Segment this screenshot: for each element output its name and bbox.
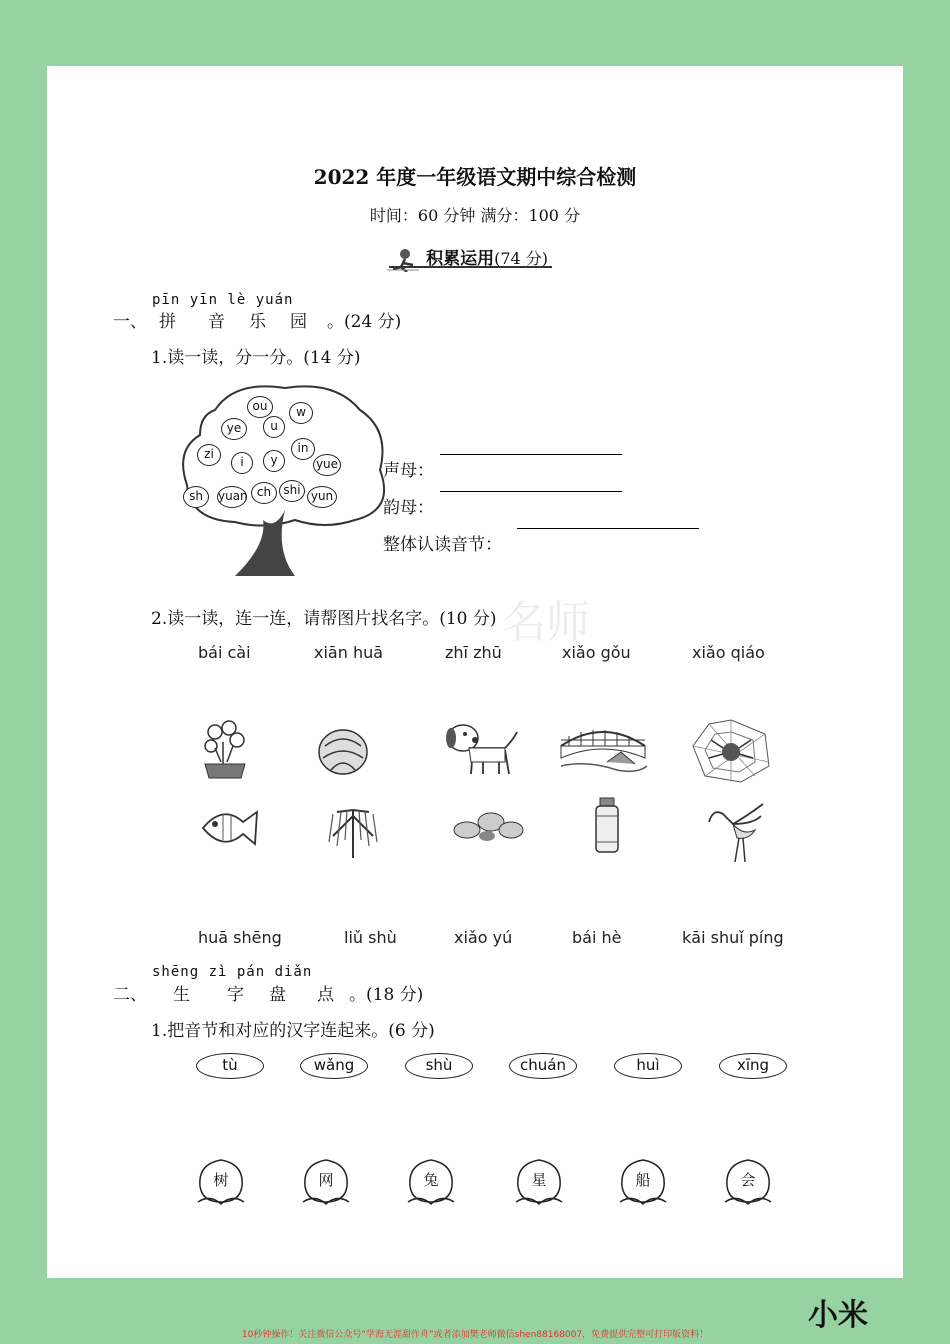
question-1-2-label: 2.读一读，连一连，请帮图片找名字。(10 分) — [151, 609, 497, 629]
part1-char-3: 乐 — [249, 312, 266, 332]
tree-syllable: ye — [221, 418, 247, 440]
part1-char-1: 拼 — [159, 312, 176, 332]
part1-char-2: 音 — [208, 312, 225, 332]
section-banner-score: (74 分) — [494, 249, 549, 268]
finals-label: 韵母： — [383, 498, 434, 518]
brand-logo: 小米 — [808, 1298, 868, 1333]
syllable-oval[interactable]: xīng — [719, 1053, 787, 1079]
bottom-word-4: bái hè — [572, 928, 622, 947]
syllable-tree-illustration — [175, 380, 395, 580]
syllable-oval[interactable]: huì — [614, 1053, 682, 1079]
peach-character-label: 星 — [531, 1171, 547, 1189]
peach-character-label: 会 — [740, 1171, 756, 1189]
tree-syllable: y — [263, 450, 285, 472]
part2-pinyin: shēng zì pán diǎn — [152, 964, 313, 980]
exam-paper — [47, 66, 903, 1278]
tree-syllable: in — [291, 438, 315, 460]
fish-picture — [197, 800, 261, 856]
part2-char-2: 字 — [227, 985, 244, 1005]
initials-label: 声母： — [383, 461, 434, 481]
tree-syllable: w — [289, 402, 313, 424]
footer-notice: 10秒钟操作！关注微信公众号“学海无涯甜作舟”或者添加樊老师微信shen88168007，免费提供完整可打印版资料！ — [241, 1330, 709, 1340]
peach-character-label: 船 — [635, 1171, 651, 1189]
tree-syllable: u — [263, 416, 285, 438]
peach-character[interactable] — [299, 1156, 353, 1208]
part2-char-4: 点 — [317, 985, 334, 1005]
tree-syllable: sh — [183, 486, 209, 508]
part2-score: 。(18 分) — [349, 985, 424, 1005]
tree-syllable: yuan — [217, 486, 247, 508]
part1-number: 一、 — [113, 312, 147, 332]
tree-syllable: ch — [251, 482, 277, 504]
tree-syllable: yun — [307, 486, 337, 508]
peach-character-label: 网 — [318, 1171, 334, 1189]
peach-character-label: 树 — [213, 1171, 229, 1189]
syllable-oval[interactable]: tù — [196, 1053, 264, 1079]
tree-syllable: shi — [279, 480, 305, 502]
cabbage-picture — [315, 722, 371, 780]
section-banner-title: 积累运用 — [426, 249, 495, 269]
syllable-oval[interactable]: shù — [405, 1053, 473, 1079]
page-title: 2022 年度一年级语文期中综合检测 — [313, 165, 637, 189]
spider-picture — [691, 718, 771, 784]
part2-char-3: 盘 — [269, 985, 286, 1005]
bottom-word-2: liǔ shù — [344, 928, 397, 947]
top-word-3: zhī zhū — [445, 643, 502, 662]
peach-character[interactable] — [512, 1156, 566, 1208]
part2-char-1: 生 — [173, 985, 190, 1005]
bottom-word-3: xiǎo yú — [454, 928, 513, 947]
section-banner — [385, 244, 548, 272]
peach-character[interactable] — [404, 1156, 458, 1208]
initials-answer-line[interactable] — [440, 454, 622, 455]
bridge-picture — [557, 722, 649, 780]
part1-char-4: 园 — [290, 312, 307, 332]
bottom-word-5: kāi shuǐ píng — [682, 928, 784, 947]
whole-syllables-answer-line[interactable] — [517, 528, 699, 529]
watermark: 名师 — [502, 597, 590, 648]
tree-syllable: ou — [247, 396, 273, 418]
tree-syllable: i — [231, 452, 253, 474]
peach-character[interactable] — [194, 1156, 248, 1208]
finals-answer-line[interactable] — [440, 491, 622, 492]
crane-picture — [703, 794, 773, 864]
top-word-1: bái cài — [198, 643, 251, 662]
bottom-word-1: huā shēng — [198, 928, 282, 947]
question-2-1-label: 1.把音节和对应的汉字连起来。(6 分) — [151, 1021, 435, 1041]
peach-character[interactable] — [721, 1156, 775, 1208]
dog-picture — [443, 718, 519, 780]
top-word-5: xiǎo qiáo — [692, 643, 765, 662]
peach-character[interactable] — [616, 1156, 670, 1208]
syllable-oval[interactable]: wǎng — [300, 1053, 368, 1079]
top-word-4: xiǎo gǒu — [562, 643, 631, 662]
top-word-2: xiān huā — [314, 643, 384, 662]
peanuts-picture — [451, 806, 527, 846]
tree-syllable: yue — [313, 454, 341, 476]
flower-pot-picture — [197, 718, 253, 782]
thermos-picture — [593, 796, 621, 856]
whole-syllables-label: 整体认读音节： — [383, 535, 502, 555]
part1-pinyin: pīn yīn lè yuán — [152, 292, 294, 308]
peach-character-label: 兔 — [423, 1171, 439, 1189]
part1-score: 。(24 分) — [327, 312, 402, 332]
tree-syllable: zi — [197, 444, 221, 466]
question-1-1-label: 1.读一读，分一分。(14 分) — [151, 348, 361, 368]
willow-picture — [323, 796, 383, 858]
syllable-oval[interactable]: chuán — [509, 1053, 577, 1079]
exam-time-info: 时间：60 分钟 满分：100 分 — [369, 206, 581, 225]
part2-number: 二、 — [113, 985, 147, 1005]
